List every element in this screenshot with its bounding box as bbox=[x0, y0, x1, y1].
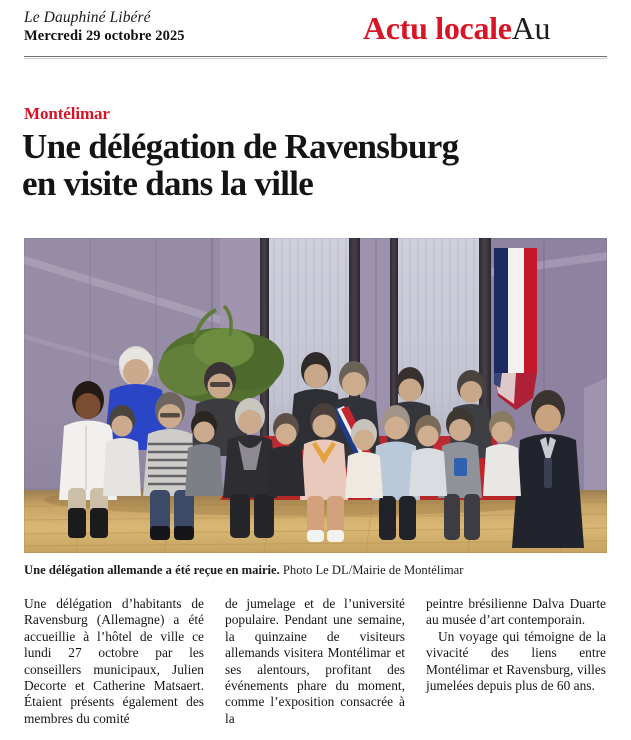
photo-illustration bbox=[24, 238, 607, 553]
paragraph: de jumelage et de l’université populaire. Pendant une semaine, la quinzaine de visiteurs allemands visitera Montélimar et ses alentours, profitant des événements phare du moment, comme l’exposition consacrée à la bbox=[225, 596, 405, 726]
article-body bbox=[24, 596, 607, 736]
caption-text: Une délégation allemande a été reçue en mairie. bbox=[24, 563, 280, 577]
french-flag-icon bbox=[494, 248, 537, 410]
paragraph: Une délégation d’habitants de Ravensburg (Allemagne) a été accueillie à l’hôtel de ville ce lundi 27 octobre par les conseillers municipaux, Julien Decorte et Catherine Matsaert. Étaient présents également des membres du comité bbox=[24, 596, 204, 726]
article-kicker-montelimar: Montélimar bbox=[24, 104, 110, 123]
photo-credit: Photo Le DL/Mairie de Montélimar bbox=[279, 563, 464, 577]
headline-line-1: Une délégation de Ravensburg bbox=[22, 127, 459, 166]
section-label-actu-locale: Actu locale bbox=[363, 10, 512, 46]
header-divider bbox=[24, 56, 607, 57]
article-photo bbox=[24, 238, 607, 553]
body-column-3 bbox=[426, 596, 606, 736]
body-column-2 bbox=[225, 596, 405, 736]
paragraph: Un voyage qui témoigne de la vivacité des liens entre Montélimar et Ravensburg, villes jumelées depuis plus de 60 ans. bbox=[426, 628, 606, 694]
photo-caption bbox=[24, 562, 607, 578]
section-header bbox=[363, 6, 631, 50]
publication-date: Mercredi 29 octobre 2025 bbox=[24, 28, 185, 44]
headline-line-2: en visite dans la ville bbox=[22, 164, 314, 203]
section-label-truncated: Au bbox=[511, 10, 551, 46]
paper-name: Le Dauphiné Libéré bbox=[24, 9, 151, 26]
masthead bbox=[24, 8, 607, 54]
masthead-left bbox=[24, 8, 185, 46]
page-title bbox=[22, 128, 612, 202]
body-column-1 bbox=[24, 596, 204, 736]
paragraph: peintre brésilienne Dalva Duarte au musée d’art contemporain. bbox=[426, 596, 606, 628]
